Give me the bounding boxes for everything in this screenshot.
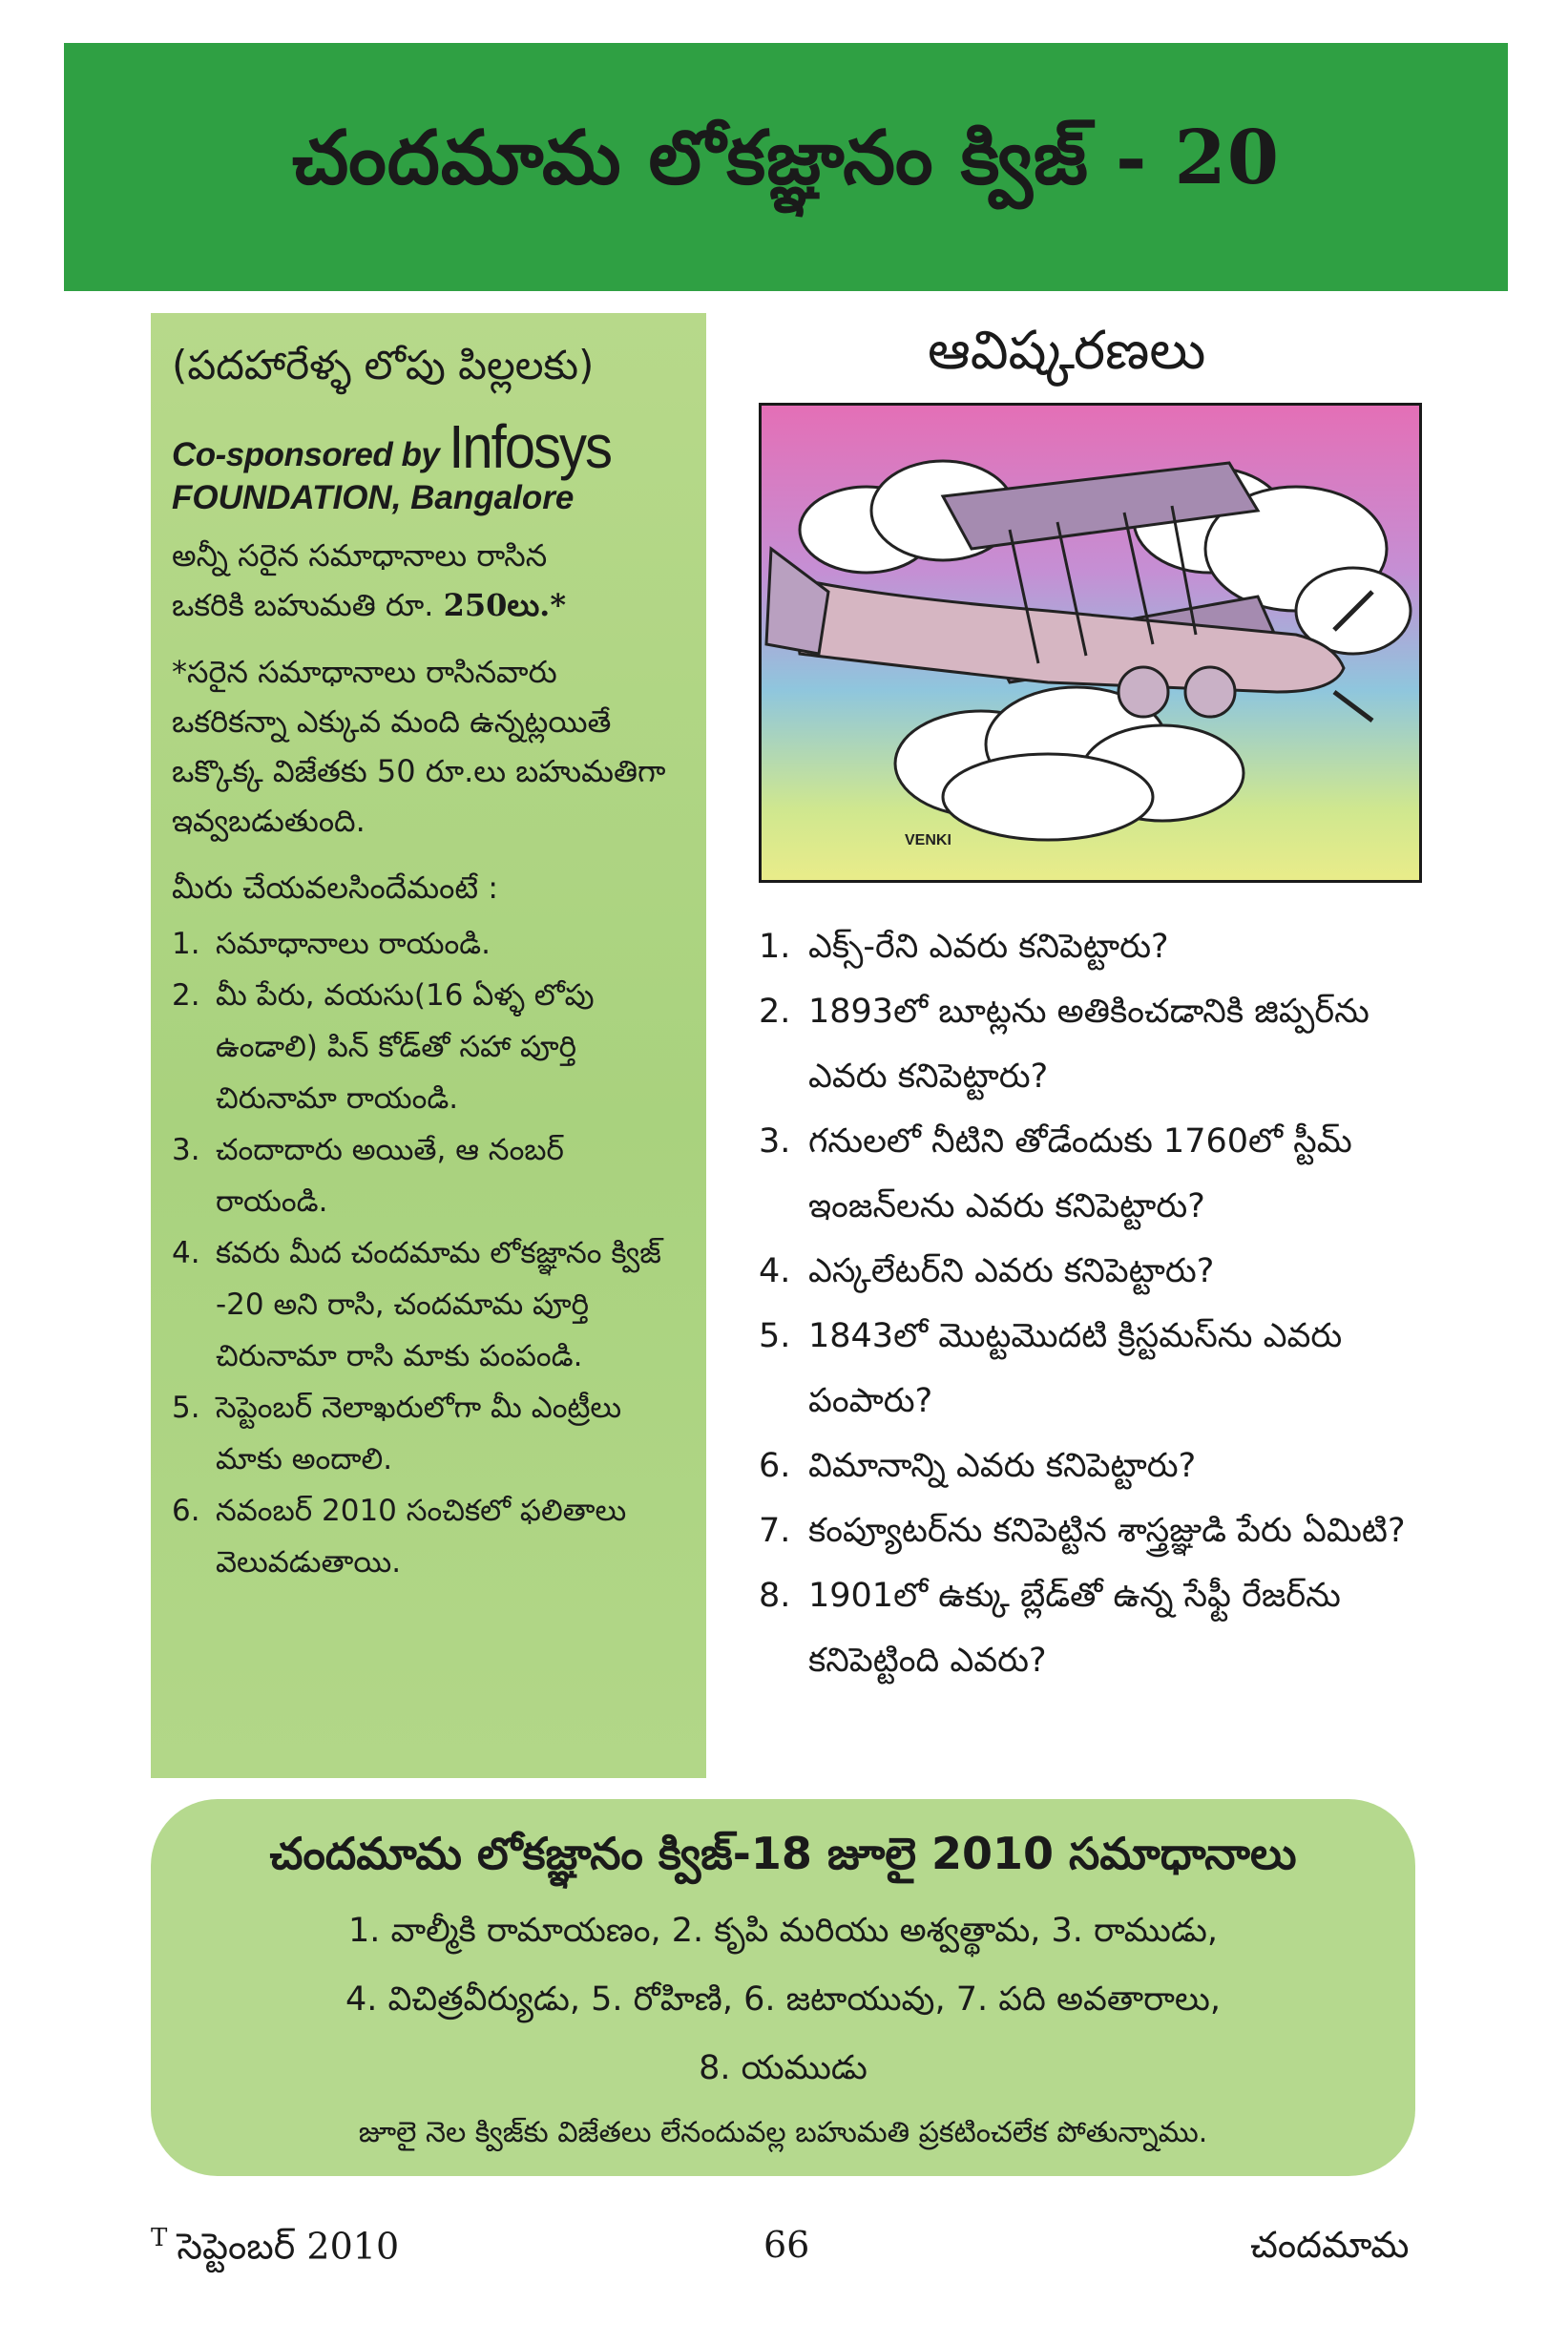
answers-line-2: 4. విచిత్రవీర్యుడు, 5. రోహిణి, 6. జటాయువు, 7. పది అవతారాలు, bbox=[345, 1980, 1221, 2019]
question-item bbox=[759, 979, 1446, 1109]
question-text: ఎస్కలేటర్‌ని ఎవరు కనిపెట్టారు? bbox=[808, 1252, 1215, 1290]
question-text: కంప్యూటర్‌ను కనిపెట్టిన శాస్త్రజ్ఞుడి పేరు ఏమిటి? bbox=[808, 1512, 1406, 1550]
prize-line-2 bbox=[172, 580, 681, 630]
sponsor-row bbox=[172, 412, 681, 482]
question-item bbox=[759, 1563, 1446, 1693]
question-text: గనులలో నీటిని తోడేందుకు 1760లో స్టీమ్ ఇంజన్‌లను ఎవరు కనిపెట్టారు? bbox=[808, 1122, 1352, 1225]
rules-panel bbox=[151, 313, 706, 1778]
step-text: నవంబర్ 2010 సంచికలో ఫలితాలు వెలువడుతాయి. bbox=[216, 1494, 627, 1580]
question-item bbox=[759, 1304, 1446, 1434]
question-text: 1893లో బూట్లను అతికించడానికి జిప్పర్‌ను ఎవరు కనిపెట్టారు? bbox=[808, 993, 1369, 1096]
footer-issue-date: సెప్టెంబర్ 2010 bbox=[177, 2225, 400, 2268]
question-number: 6. bbox=[759, 1447, 791, 1485]
prize-line-2-text: ఒకరికి బహుమతి రూ. bbox=[172, 587, 434, 623]
question-item bbox=[759, 1109, 1446, 1239]
question-item bbox=[759, 1498, 1446, 1563]
question-list bbox=[759, 914, 1446, 1693]
question-item bbox=[759, 1239, 1446, 1304]
step-number: 5. bbox=[172, 1391, 200, 1425]
step-text: చందాదారు అయితే, ఆ నంబర్ రాయండి. bbox=[216, 1133, 564, 1219]
answers-line-3: 8. యముడు bbox=[699, 2049, 868, 2087]
page-title: చందమామ లోకజ్ఞానం క్విజ్ - 20 bbox=[291, 115, 1281, 201]
instruction-list bbox=[172, 918, 681, 1588]
step-text: మీ పేరు, వయసు(16 ఏళ్ళ లోపు ఉండాలి) పిన్ కోడ్‌తో సహా పూర్తి చిరునామా రాయండి. bbox=[216, 978, 595, 1116]
sponsor-label: Co-sponsored by bbox=[172, 436, 440, 473]
artist-signature: VENKI bbox=[905, 832, 951, 848]
answers-line-1: 1. వాల్మీకి రామాయణం, 2. కృపి మరియు అశ్వత్థామ, 3. రాముడు, bbox=[347, 1912, 1218, 1950]
biplane-illustration bbox=[759, 403, 1422, 883]
footer-issue bbox=[151, 2224, 399, 2277]
question-text: 1843లో మొట్టమొదటి క్రిస్టమస్‌ను ఎవరు పంపారు? bbox=[808, 1317, 1343, 1420]
question-number: 1. bbox=[759, 928, 791, 966]
step-text: సమాధానాలు రాయండి. bbox=[216, 927, 491, 961]
prize-line-1: అన్నీ సరైన సమాధానాలు రాసిన bbox=[172, 537, 548, 574]
footer-magazine-name: చందమామ bbox=[1250, 2224, 1410, 2266]
instruction-item bbox=[172, 1124, 681, 1227]
step-number: 2. bbox=[172, 978, 200, 1013]
question-text: 1901లో ఉక్కు బ్లేడ్‌తో ఉన్న సేఫ్టీ రేజర్‌ను కనిపెట్టింది ఎవరు? bbox=[808, 1577, 1341, 1680]
answers-list bbox=[189, 1896, 1377, 2103]
question-item bbox=[759, 1434, 1446, 1498]
title-banner bbox=[64, 43, 1508, 291]
question-text: ఎక్స్‌-రేని ఎవరు కనిపెట్టారు? bbox=[808, 928, 1169, 966]
instruction-item bbox=[172, 918, 681, 970]
prize-info bbox=[172, 531, 681, 630]
prize-amount: 250లు.* bbox=[443, 587, 567, 623]
instruction-item bbox=[172, 1485, 681, 1588]
sponsor-foundation: FOUNDATION, Bangalore bbox=[172, 479, 575, 516]
section-title: ఆవిష్కరణలు bbox=[928, 320, 1206, 382]
step-number: 1. bbox=[172, 927, 200, 961]
footer-mark: T bbox=[151, 2224, 168, 2252]
answers-title: చందమామ లోకజ్ఞానం క్విజ్-18 జూలై 2010 సమాధానాలు bbox=[269, 1828, 1297, 1879]
step-number: 3. bbox=[172, 1133, 200, 1167]
biplane-drawing bbox=[762, 406, 1419, 880]
step-number: 4. bbox=[172, 1236, 200, 1270]
step-text: సెప్టెంబర్ నెలాఖరులోగా మీ ఎంట్రీలు మాకు అందాలి. bbox=[216, 1391, 622, 1476]
no-winner-note: జూలై నెల క్విజ్‌కు విజేతలు లేనందువల్ల బహుమతి ప్రకటించలేక పోతున్నాము. bbox=[358, 2116, 1208, 2149]
instruction-item bbox=[172, 1227, 681, 1382]
instructions-heading: మీరు చేయవలసిందేమంటే : bbox=[172, 869, 499, 906]
question-number: 7. bbox=[759, 1512, 791, 1550]
question-number: 8. bbox=[759, 1577, 791, 1615]
question-number: 2. bbox=[759, 993, 791, 1031]
previous-answers-box bbox=[151, 1799, 1415, 2176]
question-number: 5. bbox=[759, 1317, 791, 1355]
question-number: 3. bbox=[759, 1122, 791, 1161]
instruction-item bbox=[172, 1382, 681, 1485]
infosys-logo: Infosys bbox=[449, 412, 612, 482]
step-number: 6. bbox=[172, 1494, 200, 1528]
question-text: విమానాన్ని ఎవరు కనిపెట్టారు? bbox=[808, 1447, 1197, 1485]
question-item bbox=[759, 914, 1446, 979]
age-limit-heading: (పదహారేళ్ళ లోపు పిల్లలకు) bbox=[172, 342, 595, 388]
multiple-winners-note: *సరైన సమాధానాలు రాసినవారు ఒకరికన్నా ఎక్కువ మంది ఉన్నట్లయితే ఒక్కొక్క విజేతకు 50 రూ.లు బహుమతిగా ఇవ్వబడుతుంది. bbox=[172, 654, 666, 839]
instruction-item bbox=[172, 970, 681, 1124]
step-text: కవరు మీద చందమామ లోకజ్ఞానం క్విజ్ -20 అని రాసి, చందమామ పూర్తి చిరునామా రాసి మాకు పంపండి. bbox=[216, 1236, 661, 1373]
question-number: 4. bbox=[759, 1252, 791, 1290]
page-number: 66 bbox=[763, 2224, 810, 2266]
